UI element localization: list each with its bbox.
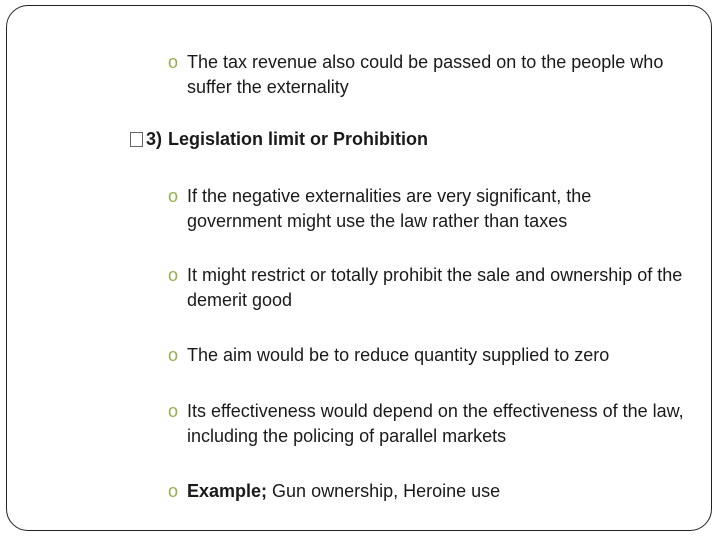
square-bullet-icon — [130, 132, 143, 147]
sub-bullet-item — [168, 479, 688, 504]
sub-bullet-text: It might restrict or totally prohibit the sale and ownership of the demerit good — [187, 265, 683, 310]
main-bullet-number: 3) — [146, 129, 163, 149]
main-bullet-text: Legislation limit or Prohibition — [168, 129, 429, 149]
sub-bullet-text — [187, 479, 688, 504]
sub-bullet-marker: o — [168, 481, 179, 501]
sub-bullet-item — [168, 343, 688, 368]
sub-bullet-text: The aim would be to reduce quantity supplied to zero — [187, 345, 610, 365]
sub-bullet-marker: o — [168, 52, 179, 72]
sub-bullet-item — [168, 263, 688, 313]
example-label: Example; — [187, 481, 268, 501]
sub-bullet-marker: o — [168, 186, 179, 206]
main-bullet-item — [128, 127, 428, 152]
sub-bullet-text: The tax revenue also could be passed on to the people who suffer the externality — [187, 52, 664, 97]
sub-bullet-marker: o — [168, 401, 179, 421]
sub-bullet-text: If the negative externalities are very significant, the government might use the law rather than taxes — [187, 186, 592, 231]
sub-bullet-item — [168, 399, 688, 449]
example-text: Gun ownership, Heroine use — [267, 481, 501, 501]
sub-bullet-item — [168, 50, 688, 100]
sub-bullet-item — [168, 184, 688, 234]
sub-bullet-text: Its effectiveness would depend on the effectiveness of the law, including the policing of parallel markets — [187, 401, 684, 446]
sub-bullet-marker: o — [168, 345, 179, 365]
sub-bullet-marker: o — [168, 265, 179, 285]
